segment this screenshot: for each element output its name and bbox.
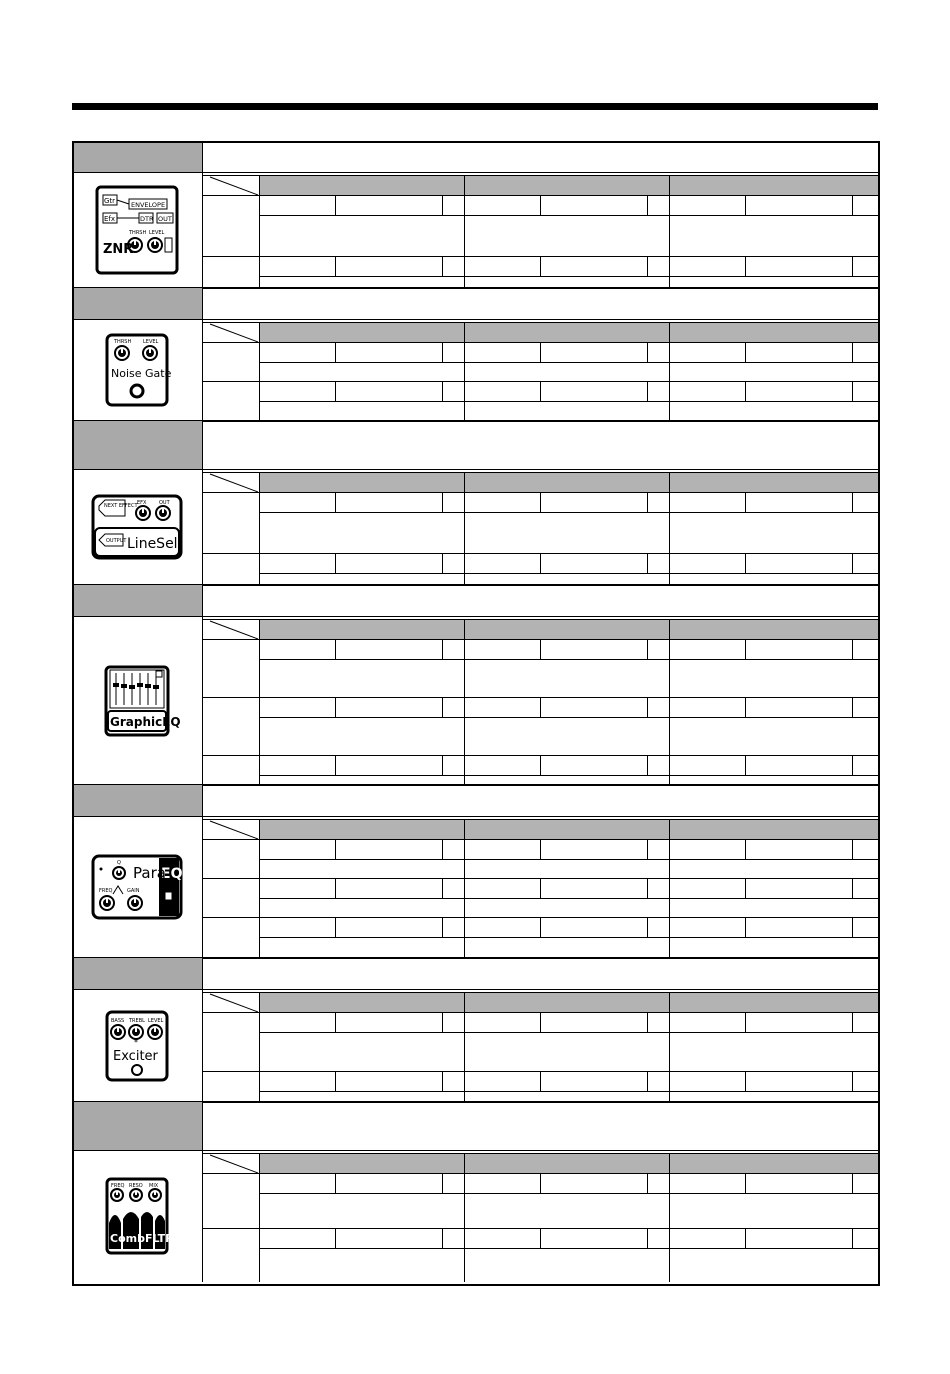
efx-label: EFX — [137, 500, 147, 506]
thrsh-label: THRSH — [129, 230, 147, 236]
out-label: OUT — [159, 500, 170, 506]
gain-label: GAIN — [127, 888, 140, 894]
pedal-name: Exciter — [113, 1048, 158, 1064]
mix-label: MIX — [149, 1182, 159, 1189]
gtr-label: Gtr — [104, 197, 116, 205]
trebl-label: TREBL — [129, 1017, 145, 1024]
pedal-name: CombFLTR — [110, 1231, 174, 1245]
thrsh-label: THRSH — [114, 339, 132, 345]
envelope-label: ENVELOPE — [131, 201, 166, 209]
bass-label: BASS — [111, 1017, 125, 1024]
pedal-name: Noise Gate — [111, 367, 172, 380]
q-label: Q — [117, 860, 121, 866]
freq-label: FREQ — [99, 888, 113, 894]
para-label: Para — [133, 864, 166, 882]
eq-label: EQ — [161, 866, 183, 882]
efx-label: Efx — [104, 215, 116, 223]
out-label: OUT — [158, 215, 172, 223]
level-label: LEVEL — [143, 339, 159, 345]
bottom-rule — [72, 1284, 878, 1285]
pedal-name: GraphicEQ — [110, 714, 181, 729]
next-effect-label: NEXT EFFECT — [104, 503, 138, 509]
freq-label: FREQ — [111, 1182, 125, 1189]
svg-text:*: * — [134, 1037, 138, 1047]
table-frame — [72, 141, 880, 1286]
level-label: LEVEL — [148, 1017, 164, 1024]
output-label: OUTPUT — [106, 538, 127, 544]
dtr-label: DTR — [140, 215, 154, 223]
reso-label: RESO — [129, 1182, 143, 1189]
level-label: LEVEL — [149, 230, 165, 236]
pedal-name: LineSel — [127, 536, 178, 552]
pedal-name: ZNR — [103, 242, 134, 257]
top-rule — [72, 103, 878, 110]
